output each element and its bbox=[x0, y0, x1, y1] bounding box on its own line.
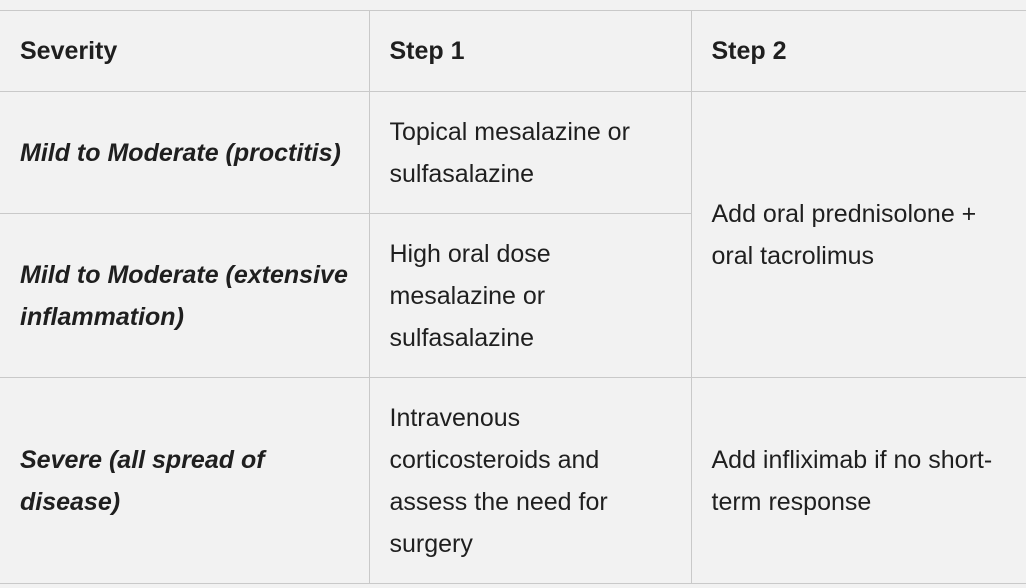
step2-text: Add oral prednisolone + oral tacrolimus bbox=[711, 199, 977, 270]
severity-text: Severe (all spread of disease) bbox=[20, 445, 265, 516]
table-row bbox=[0, 92, 1026, 214]
step2-text: Add infliximab if no short-term response bbox=[711, 445, 993, 516]
treatment-table bbox=[0, 10, 1026, 584]
table-header-row bbox=[0, 11, 1026, 92]
severity-cell bbox=[0, 378, 369, 584]
step2-merged-cell bbox=[691, 92, 1026, 378]
severity-cell bbox=[0, 214, 369, 378]
header-severity: Severity bbox=[0, 11, 369, 92]
treatment-table-container bbox=[0, 10, 1026, 584]
table-row bbox=[0, 378, 1026, 584]
header-step-2: Step 2 bbox=[691, 11, 1026, 92]
step1-text: Intravenous corticosteroids and assess the need for surgery bbox=[389, 403, 608, 558]
step1-text: High oral dose mesalazine or sulfasalazine bbox=[389, 239, 551, 352]
severity-cell bbox=[0, 92, 369, 214]
step1-cell bbox=[369, 214, 691, 378]
severity-text: Mild to Moderate (extensive inflammation) bbox=[20, 260, 348, 331]
step1-cell bbox=[369, 378, 691, 584]
step1-cell bbox=[369, 92, 691, 214]
step1-text: Topical mesalazine or sulfasalazine bbox=[389, 117, 630, 188]
header-step-1: Step 1 bbox=[369, 11, 691, 92]
severity-text: Mild to Moderate (proctitis) bbox=[20, 138, 341, 167]
step2-cell bbox=[691, 378, 1026, 584]
